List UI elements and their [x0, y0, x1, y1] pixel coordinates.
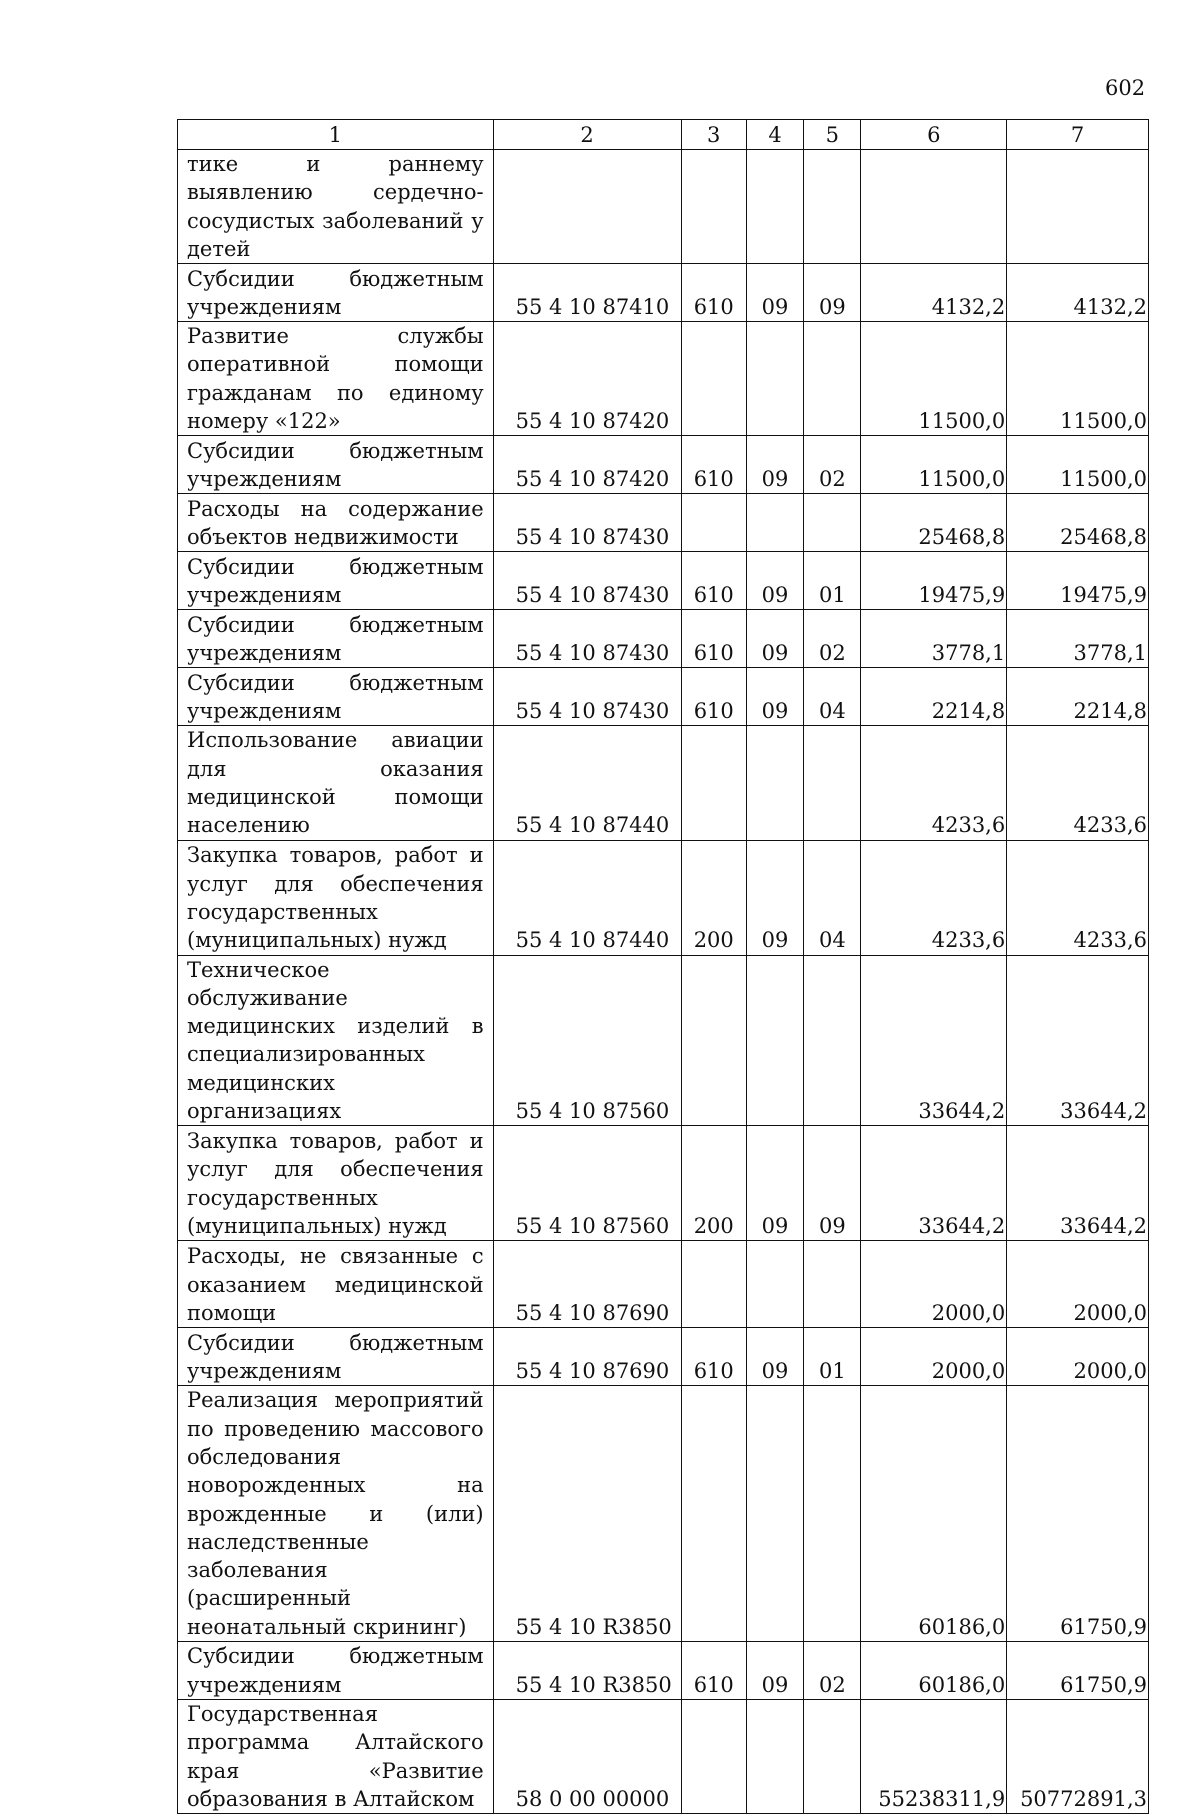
row-col3	[681, 322, 746, 436]
row-col4: 09	[746, 1126, 803, 1241]
row-description: Субсидии бюджетным учреждениям	[178, 668, 494, 726]
row-value-6: 33644,2	[861, 1126, 1007, 1241]
row-col3	[681, 1386, 746, 1642]
row-description: Субсидии бюджетным учреждениям	[178, 1328, 494, 1386]
row-col5: 02	[804, 610, 861, 668]
row-description: Закупка товаров, работ и услуг для обеспечения государственных (муниципальных) нужд	[178, 1126, 494, 1241]
row-value-7: 4132,2	[1007, 264, 1149, 322]
row-value-6: 4233,6	[861, 726, 1007, 840]
row-col4	[746, 955, 803, 1126]
col-header-7: 7	[1007, 120, 1149, 150]
row-col5	[804, 150, 861, 264]
row-value-6: 33644,2	[861, 955, 1007, 1126]
row-value-7: 11500,0	[1007, 322, 1149, 436]
col-header-2: 2	[493, 120, 681, 150]
row-description: Субсидии бюджетным учреждениям	[178, 610, 494, 668]
col-header-1: 1	[178, 120, 494, 150]
row-value-6	[861, 150, 1007, 264]
row-code: 55 4 10 87410	[493, 264, 681, 322]
row-description: Государственная программа Алтайского края «Развитие образования в Алтайском	[178, 1700, 494, 1814]
row-col3: 610	[681, 1642, 746, 1700]
table-row	[178, 322, 1149, 436]
row-description: Субсидии бюджетным учреждениям	[178, 436, 494, 494]
col-header-4: 4	[746, 120, 803, 150]
row-code: 55 4 10 87690	[493, 1328, 681, 1386]
row-col3	[681, 955, 746, 1126]
row-value-7: 61750,9	[1007, 1386, 1149, 1642]
table-row	[178, 726, 1149, 840]
row-col5: 09	[804, 264, 861, 322]
row-code: 55 4 10 87430	[493, 610, 681, 668]
table-row	[178, 1386, 1149, 1642]
row-code: 55 4 10 87690	[493, 1241, 681, 1328]
table-row	[178, 1700, 1149, 1814]
row-value-6: 2000,0	[861, 1241, 1007, 1328]
row-col5	[804, 1700, 861, 1814]
row-col5: 02	[804, 436, 861, 494]
table-row	[178, 955, 1149, 1126]
table-row	[178, 552, 1149, 610]
row-value-7: 4233,6	[1007, 726, 1149, 840]
row-value-7: 50772891,3	[1007, 1700, 1149, 1814]
row-value-6: 11500,0	[861, 322, 1007, 436]
row-col5	[804, 322, 861, 436]
row-value-7: 2214,8	[1007, 668, 1149, 726]
row-code: 55 4 10 87440	[493, 840, 681, 955]
table-row	[178, 494, 1149, 552]
row-description: Субсидии бюджетным учреждениям	[178, 1642, 494, 1700]
row-col4: 09	[746, 436, 803, 494]
row-value-7: 61750,9	[1007, 1642, 1149, 1700]
row-col4	[746, 1241, 803, 1328]
row-col4	[746, 322, 803, 436]
row-code: 55 4 10 87430	[493, 552, 681, 610]
row-value-7: 33644,2	[1007, 955, 1149, 1126]
header-row	[178, 120, 1149, 150]
row-col4	[746, 494, 803, 552]
row-description: Использование авиации для оказания медицинской помощи населению	[178, 726, 494, 840]
row-value-6: 3778,1	[861, 610, 1007, 668]
row-code: 58 0 00 00000	[493, 1700, 681, 1814]
row-code: 55 4 10 87420	[493, 436, 681, 494]
col-header-3: 3	[681, 120, 746, 150]
row-col5	[804, 1386, 861, 1642]
row-col3	[681, 726, 746, 840]
row-col4: 09	[746, 840, 803, 955]
row-col4	[746, 726, 803, 840]
row-col4: 09	[746, 1642, 803, 1700]
page-number: 602	[1105, 76, 1146, 100]
row-description: Развитие службы оперативной помощи гражданам по единому номеру «122»	[178, 322, 494, 436]
row-value-6: 2214,8	[861, 668, 1007, 726]
row-col5	[804, 955, 861, 1126]
row-col5: 01	[804, 1328, 861, 1386]
row-value-7: 2000,0	[1007, 1328, 1149, 1386]
table-body	[178, 150, 1149, 1814]
row-col3: 610	[681, 610, 746, 668]
table-row	[178, 668, 1149, 726]
row-col5	[804, 494, 861, 552]
row-col4	[746, 150, 803, 264]
row-value-6: 25468,8	[861, 494, 1007, 552]
row-description: Субсидии бюджетным учреждениям	[178, 552, 494, 610]
row-value-6: 19475,9	[861, 552, 1007, 610]
col-header-5: 5	[804, 120, 861, 150]
row-code: 55 4 10 87560	[493, 1126, 681, 1241]
row-description: Расходы на содержание объектов недвижимости	[178, 494, 494, 552]
row-col5	[804, 1241, 861, 1328]
row-col3: 610	[681, 1328, 746, 1386]
row-value-7: 19475,9	[1007, 552, 1149, 610]
row-value-6: 60186,0	[861, 1386, 1007, 1642]
row-col5: 01	[804, 552, 861, 610]
row-code: 55 4 10 R3850	[493, 1386, 681, 1642]
table-row	[178, 1241, 1149, 1328]
row-col5: 09	[804, 1126, 861, 1241]
row-code: 55 4 10 87420	[493, 322, 681, 436]
row-col4: 09	[746, 552, 803, 610]
col-header-6: 6	[861, 120, 1007, 150]
row-col3: 610	[681, 264, 746, 322]
table-row	[178, 264, 1149, 322]
row-value-6: 2000,0	[861, 1328, 1007, 1386]
row-col5: 02	[804, 1642, 861, 1700]
row-value-6: 11500,0	[861, 436, 1007, 494]
row-col4: 09	[746, 1328, 803, 1386]
row-col3: 200	[681, 840, 746, 955]
row-col3	[681, 494, 746, 552]
row-col5	[804, 726, 861, 840]
row-col3	[681, 1700, 746, 1814]
table-row	[178, 1126, 1149, 1241]
row-value-6: 55238311,9	[861, 1700, 1007, 1814]
row-code: 55 4 10 87440	[493, 726, 681, 840]
row-value-7: 25468,8	[1007, 494, 1149, 552]
budget-table	[177, 119, 1149, 1814]
row-description: Расходы, не связанные с оказанием медицинской помощи	[178, 1241, 494, 1328]
row-value-7: 3778,1	[1007, 610, 1149, 668]
row-col4	[746, 1386, 803, 1642]
row-col3: 200	[681, 1126, 746, 1241]
row-col3: 610	[681, 552, 746, 610]
row-col3: 610	[681, 436, 746, 494]
row-col3	[681, 1241, 746, 1328]
row-col5: 04	[804, 668, 861, 726]
row-code: 55 4 10 R3850	[493, 1642, 681, 1700]
table-row	[178, 1328, 1149, 1386]
row-col4: 09	[746, 610, 803, 668]
row-col5: 04	[804, 840, 861, 955]
row-value-6: 4233,6	[861, 840, 1007, 955]
row-value-6: 60186,0	[861, 1642, 1007, 1700]
table-row	[178, 610, 1149, 668]
row-code: 55 4 10 87430	[493, 668, 681, 726]
table-row	[178, 150, 1149, 264]
table-row	[178, 1642, 1149, 1700]
row-value-7: 11500,0	[1007, 436, 1149, 494]
row-value-6: 4132,2	[861, 264, 1007, 322]
row-col4: 09	[746, 264, 803, 322]
row-col3	[681, 150, 746, 264]
row-code: 55 4 10 87430	[493, 494, 681, 552]
row-col4	[746, 1700, 803, 1814]
row-value-7	[1007, 150, 1149, 264]
table-row	[178, 840, 1149, 955]
row-description: Субсидии бюджетным учреждениям	[178, 264, 494, 322]
row-description: Техническое обслуживание медицинских изделий в специализированных медицинских организациях	[178, 955, 494, 1126]
row-value-7: 33644,2	[1007, 1126, 1149, 1241]
row-code: 55 4 10 87560	[493, 955, 681, 1126]
row-value-7: 4233,6	[1007, 840, 1149, 955]
row-description: Реализация мероприятий по проведению массового обследования новорожденных на врожденные и (или) наследственные заболевания (расширенный неонатальный скрининг)	[178, 1386, 494, 1642]
row-col4: 09	[746, 668, 803, 726]
row-description: Закупка товаров, работ и услуг для обеспечения государственных (муниципальных) нужд	[178, 840, 494, 955]
table-row	[178, 436, 1149, 494]
row-value-7: 2000,0	[1007, 1241, 1149, 1328]
row-description: тике и раннему выявлению сердечно-сосудистых заболеваний у детей	[178, 150, 494, 264]
row-code	[493, 150, 681, 264]
row-col3: 610	[681, 668, 746, 726]
